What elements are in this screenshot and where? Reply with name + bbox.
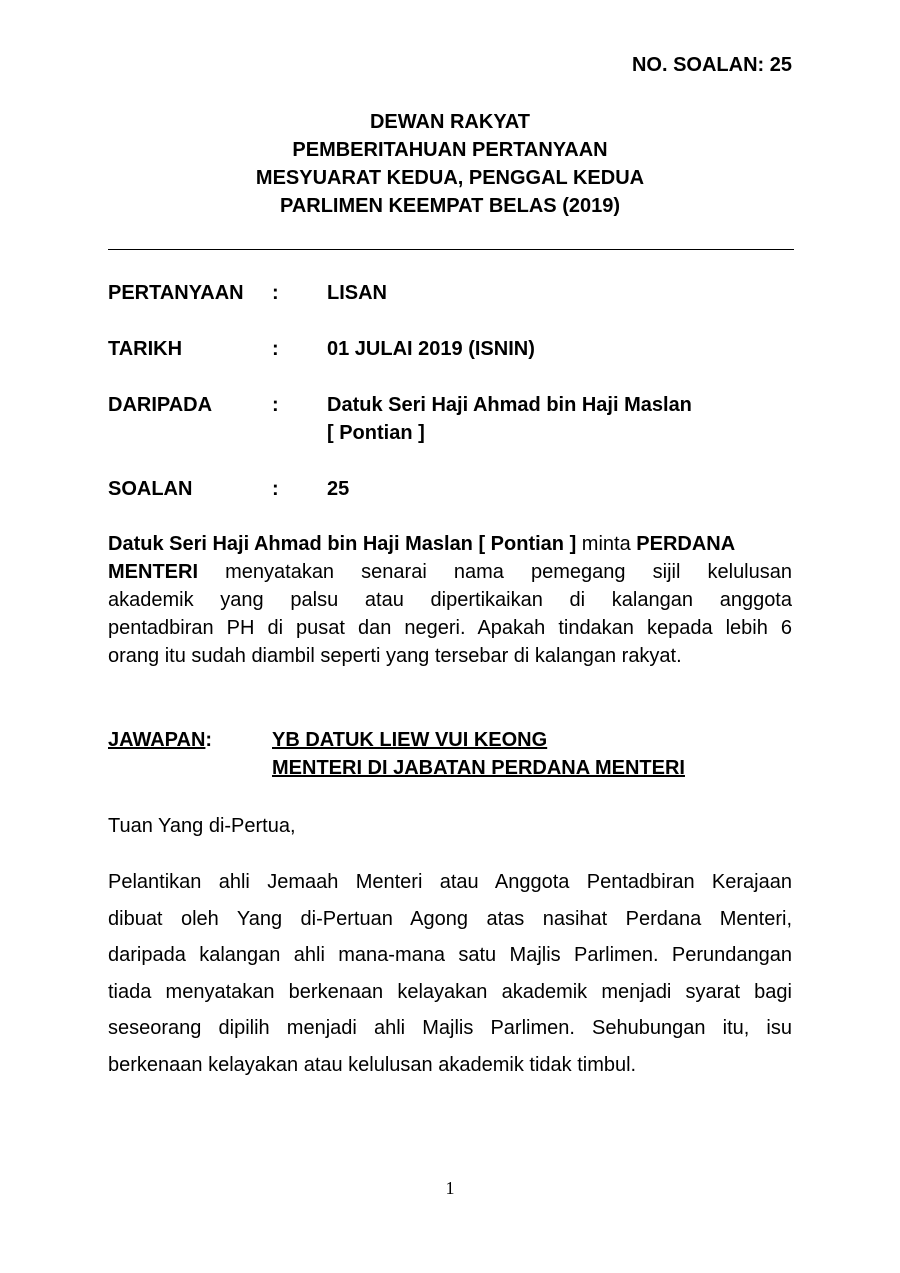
meta-daripada-colon: :: [272, 394, 279, 416]
meta-daripada-label: DARIPADA: [108, 394, 213, 416]
answer-line-5: seseorang dipilih menjadi ahli Majlis Parlimen. Sehubungan itu, isu: [108, 1017, 792, 1039]
answer-label: [108, 726, 212, 754]
answer-minister-title: MENTERI DI JABATAN PERDANA MENTERI: [272, 757, 685, 779]
answer-line-4: tiada menyatakan berkenaan kelayakan akademik menjadi syarat bagi: [108, 980, 792, 1003]
question-ministry-a: PERDANA: [636, 533, 736, 555]
answer-line-1: Pelantikan ahli Jemaah Menteri atau Anggota Pentadbiran Kerajaan: [108, 871, 792, 893]
meta-pertanyaan-value: LISAN: [327, 282, 387, 304]
meta-soalan-value: 25: [327, 478, 350, 500]
heading-line-1: DEWAN RAKYAT: [369, 111, 530, 133]
question-line-2: [108, 558, 792, 586]
meta-pertanyaan-label: PERTANYAAN: [108, 282, 244, 304]
document-heading: [0, 108, 900, 220]
answer-text: [108, 864, 792, 1083]
meta-tarikh-colon: :: [272, 338, 279, 360]
meta-daripada-value: Datuk Seri Haji Ahmad bin Haji Maslan: [327, 394, 692, 416]
heading-divider: [108, 249, 794, 250]
meta-tarikh-label: TARIKH: [108, 338, 183, 360]
page-number: 1: [445, 1178, 455, 1198]
answer-salutation: Tuan Yang di-Pertua,: [108, 815, 296, 837]
answer-minister-name: YB DATUK LIEW VUI KEONG: [272, 729, 548, 751]
meta-soalan-colon: :: [272, 478, 279, 500]
meta-tarikh-value: 01 JULAI 2019 (ISNIN): [327, 338, 535, 360]
answer-line-6: berkenaan kelayakan atau kelulusan akademik tidak timbul.: [108, 1053, 637, 1076]
question-minta: minta: [576, 533, 637, 555]
question-ministry-b: MENTERI: [108, 561, 198, 583]
question-line-1: [108, 530, 792, 558]
question-line-5: orang itu sudah diambil seperti yang tersebar di kalangan rakyat.: [108, 645, 682, 667]
meta-soalan-label: SOALAN: [108, 478, 193, 500]
heading-line-2: PEMBERITAHUAN PERTANYAAN: [292, 139, 608, 161]
question-line-2-rest: menyatakan senarai nama pemegang sijil kelulusan: [198, 561, 792, 583]
answer-label-text: JAWAPAN: [108, 729, 206, 751]
question-line-3: akademik yang palsu atau dipertikaikan di kalangan anggota: [108, 589, 792, 611]
answer-label-colon: :: [205, 729, 213, 751]
question-number: NO. SOALAN: 25: [631, 54, 792, 76]
question-asker: Datuk Seri Haji Ahmad bin Haji Maslan [ Pontian ]: [108, 533, 577, 555]
answer-minister: [272, 726, 685, 782]
meta-pertanyaan-colon: :: [272, 282, 279, 304]
heading-line-4: PARLIMEN KEEMPAT BELAS (2019): [279, 195, 621, 217]
answer-line-3: daripada kalangan ahli mana-mana satu Majlis Parlimen. Perundangan: [108, 944, 792, 966]
meta-daripada-constituency: [ Pontian ]: [327, 422, 425, 444]
heading-line-3: MESYUARAT KEDUA, PENGGAL KEDUA: [255, 167, 645, 189]
answer-line-2: dibuat oleh Yang di-Pertuan Agong atas nasihat Perdana Menteri,: [108, 907, 792, 930]
question-text: [108, 530, 792, 670]
question-line-4: pentadbiran PH di pusat dan negeri. Apakah tindakan kepada lebih 6: [108, 617, 792, 639]
